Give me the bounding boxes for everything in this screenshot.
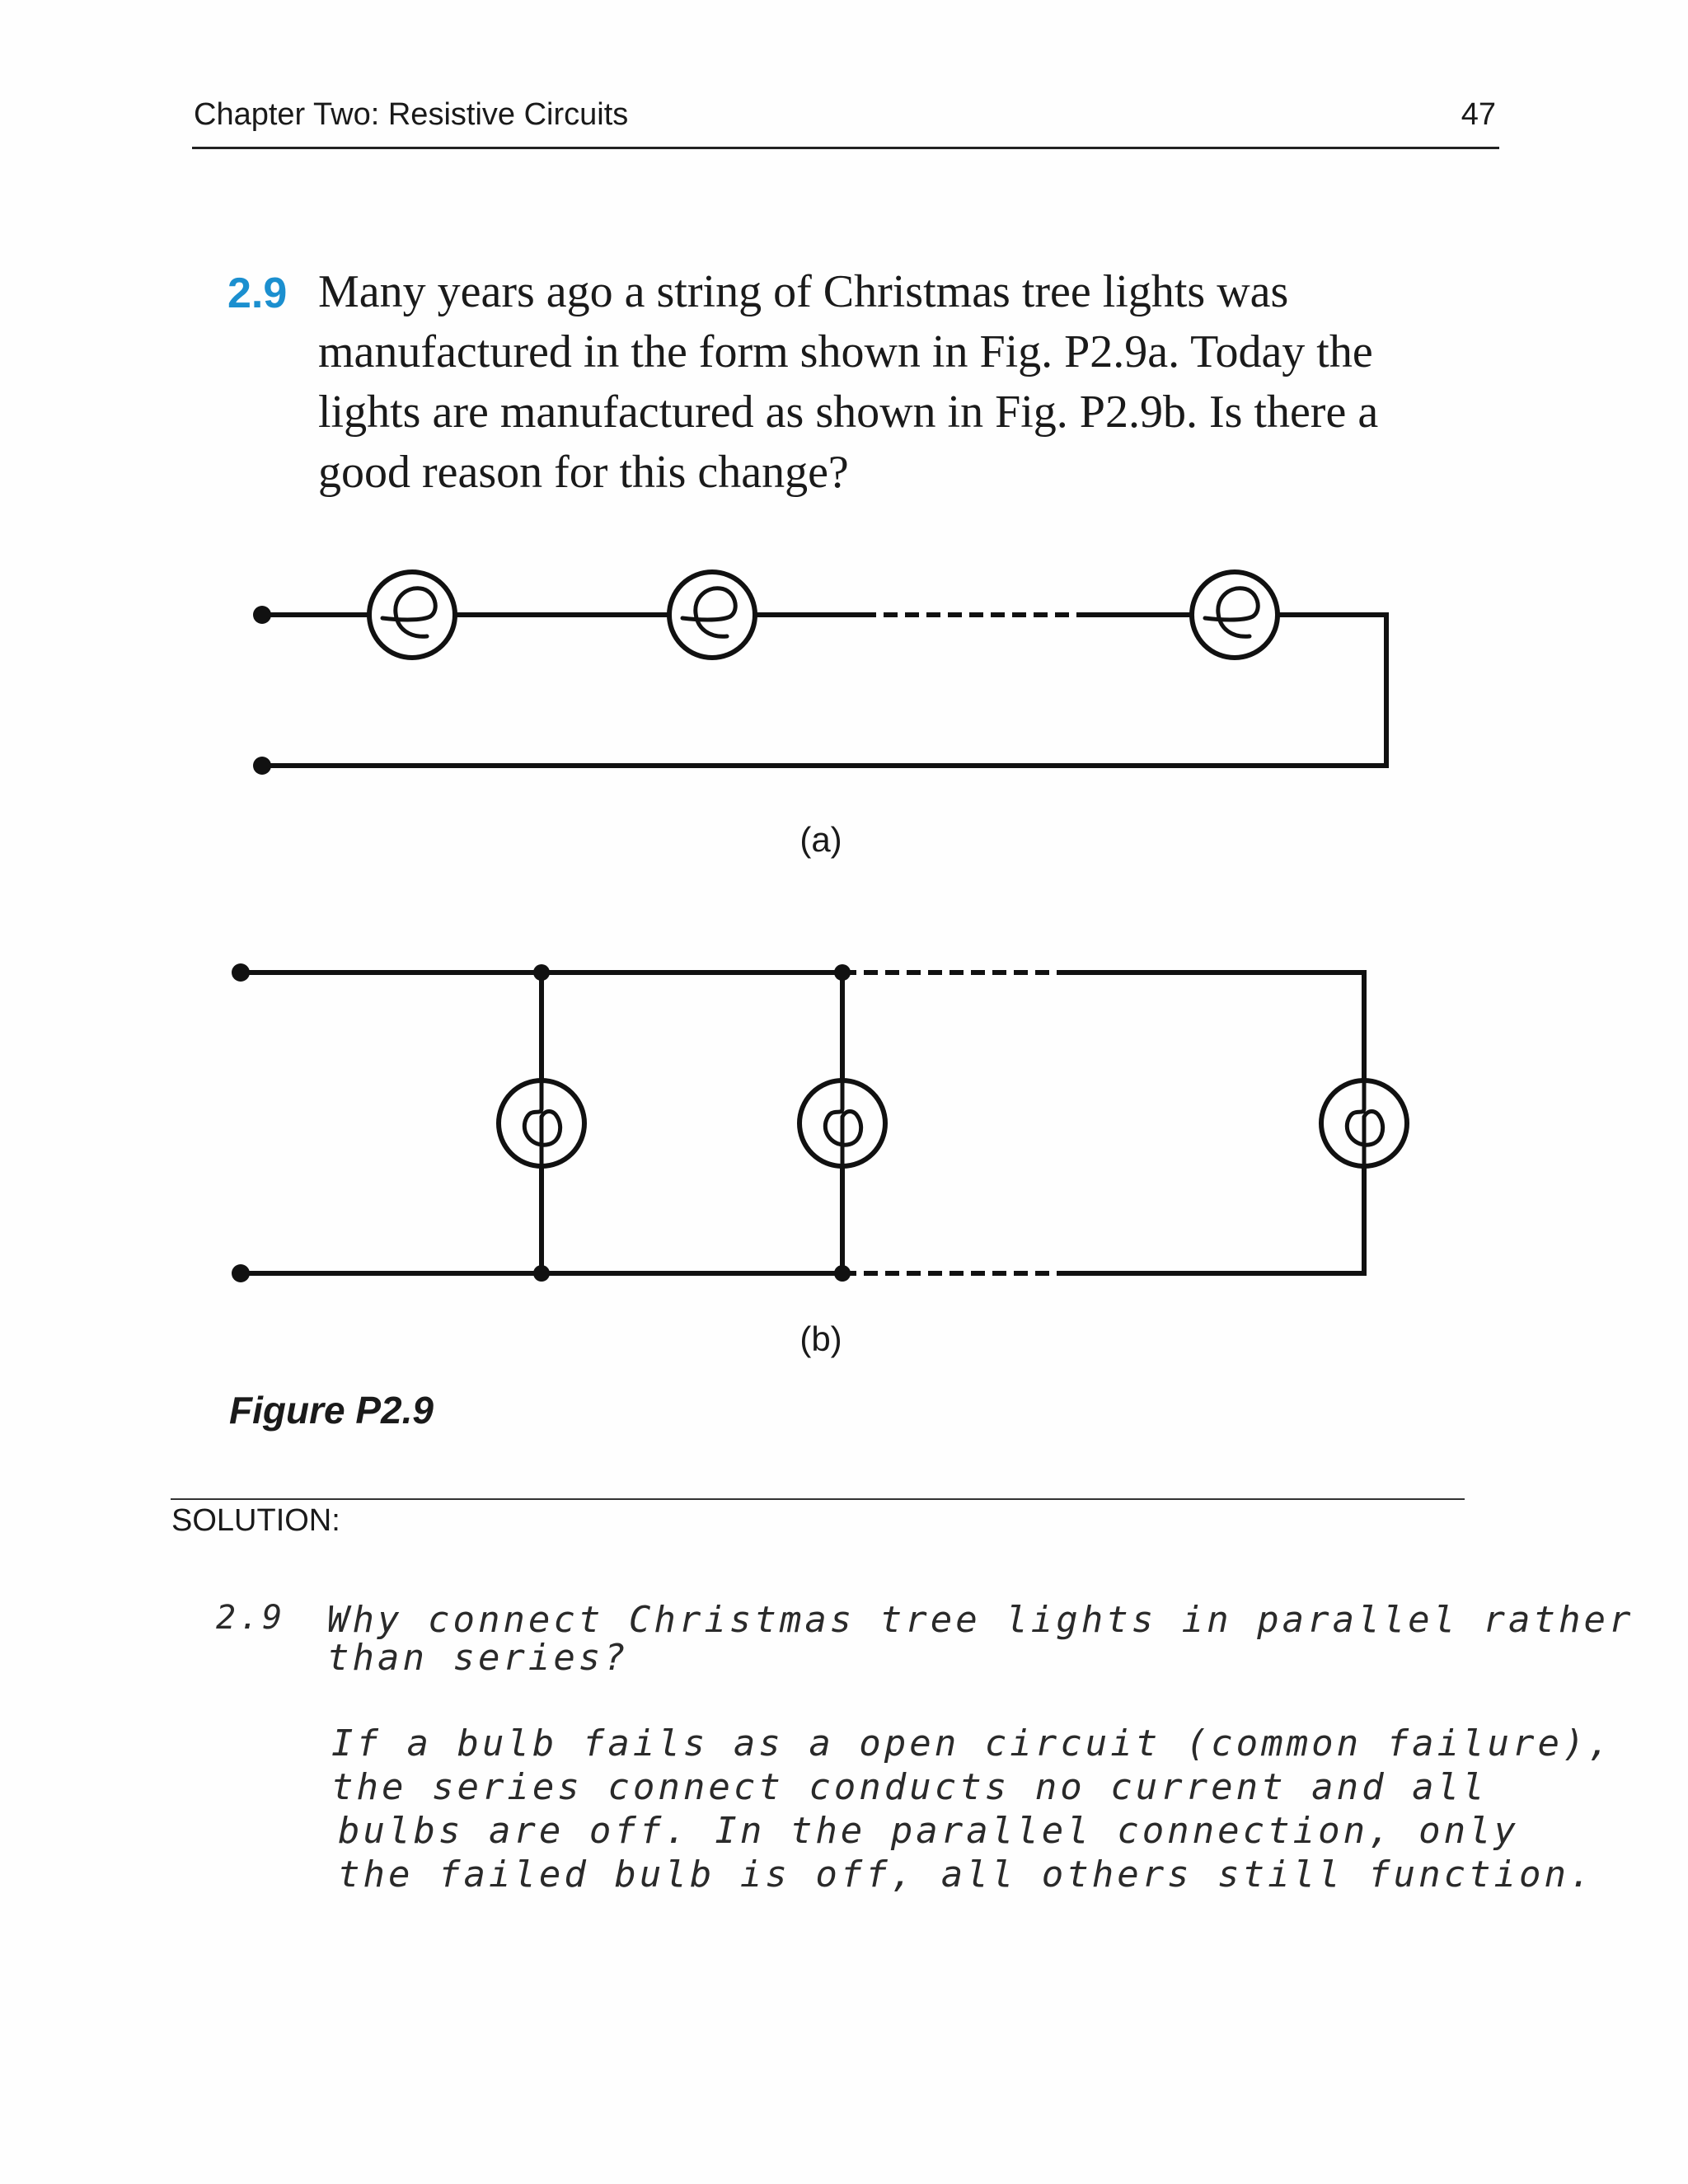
handwritten-problem-number: 2.9 xyxy=(216,1599,286,1637)
bulb-icon xyxy=(499,1080,584,1166)
solution-label: SOLUTION: xyxy=(171,1503,340,1538)
handwritten-question-line: Why connect Christmas tree lights in parallel rather xyxy=(327,1599,1634,1641)
chapter-title: Chapter Two: Resistive Circuits xyxy=(194,97,629,132)
handwritten-question-line: than series? xyxy=(327,1637,629,1679)
junction-dot xyxy=(834,1265,851,1282)
page-number: 47 xyxy=(1461,97,1496,132)
junction-dot xyxy=(533,964,550,981)
terminal-dot xyxy=(232,963,250,982)
handwritten-answer-line: the series connect conducts no current and all xyxy=(331,1766,1488,1808)
problem-line: lights are manufactured as shown in Fig. P2.9b. Is there a xyxy=(318,387,1379,438)
series-circuit-a xyxy=(253,572,1389,859)
bulb-icon xyxy=(669,572,755,658)
junction-dot xyxy=(834,964,851,981)
figure-label-b: (b) xyxy=(799,1319,842,1358)
problem-line: good reason for this change? xyxy=(318,447,849,498)
bulb-icon xyxy=(1192,572,1278,658)
handwritten-answer-line: If a bulb fails as a open circuit (common failure), xyxy=(331,1722,1614,1765)
terminal-dot xyxy=(253,606,271,624)
problem-line: manufactured in the form shown in Fig. P2.9a. Today the xyxy=(318,326,1373,377)
junction-dot xyxy=(533,1265,550,1282)
bulb-icon xyxy=(1321,1080,1407,1166)
figure-label-a: (a) xyxy=(799,820,842,859)
handwritten-answer-line: bulbs are off. In the parallel connection, only xyxy=(338,1810,1520,1852)
solution-divider xyxy=(171,1498,1465,1500)
parallel-circuit-b xyxy=(232,963,1407,1358)
bulb-icon xyxy=(369,572,455,658)
problem-number: 2.9 xyxy=(227,269,288,317)
problem-line: Many years ago a string of Christmas tree lights was xyxy=(318,266,1289,317)
bulb-icon xyxy=(799,1080,885,1166)
terminal-dot xyxy=(253,757,271,775)
handwritten-answer-line: the failed bulb is off, all others still function. xyxy=(338,1854,1595,1896)
figure-caption: Figure P2.9 xyxy=(229,1389,434,1432)
terminal-dot xyxy=(232,1264,250,1282)
